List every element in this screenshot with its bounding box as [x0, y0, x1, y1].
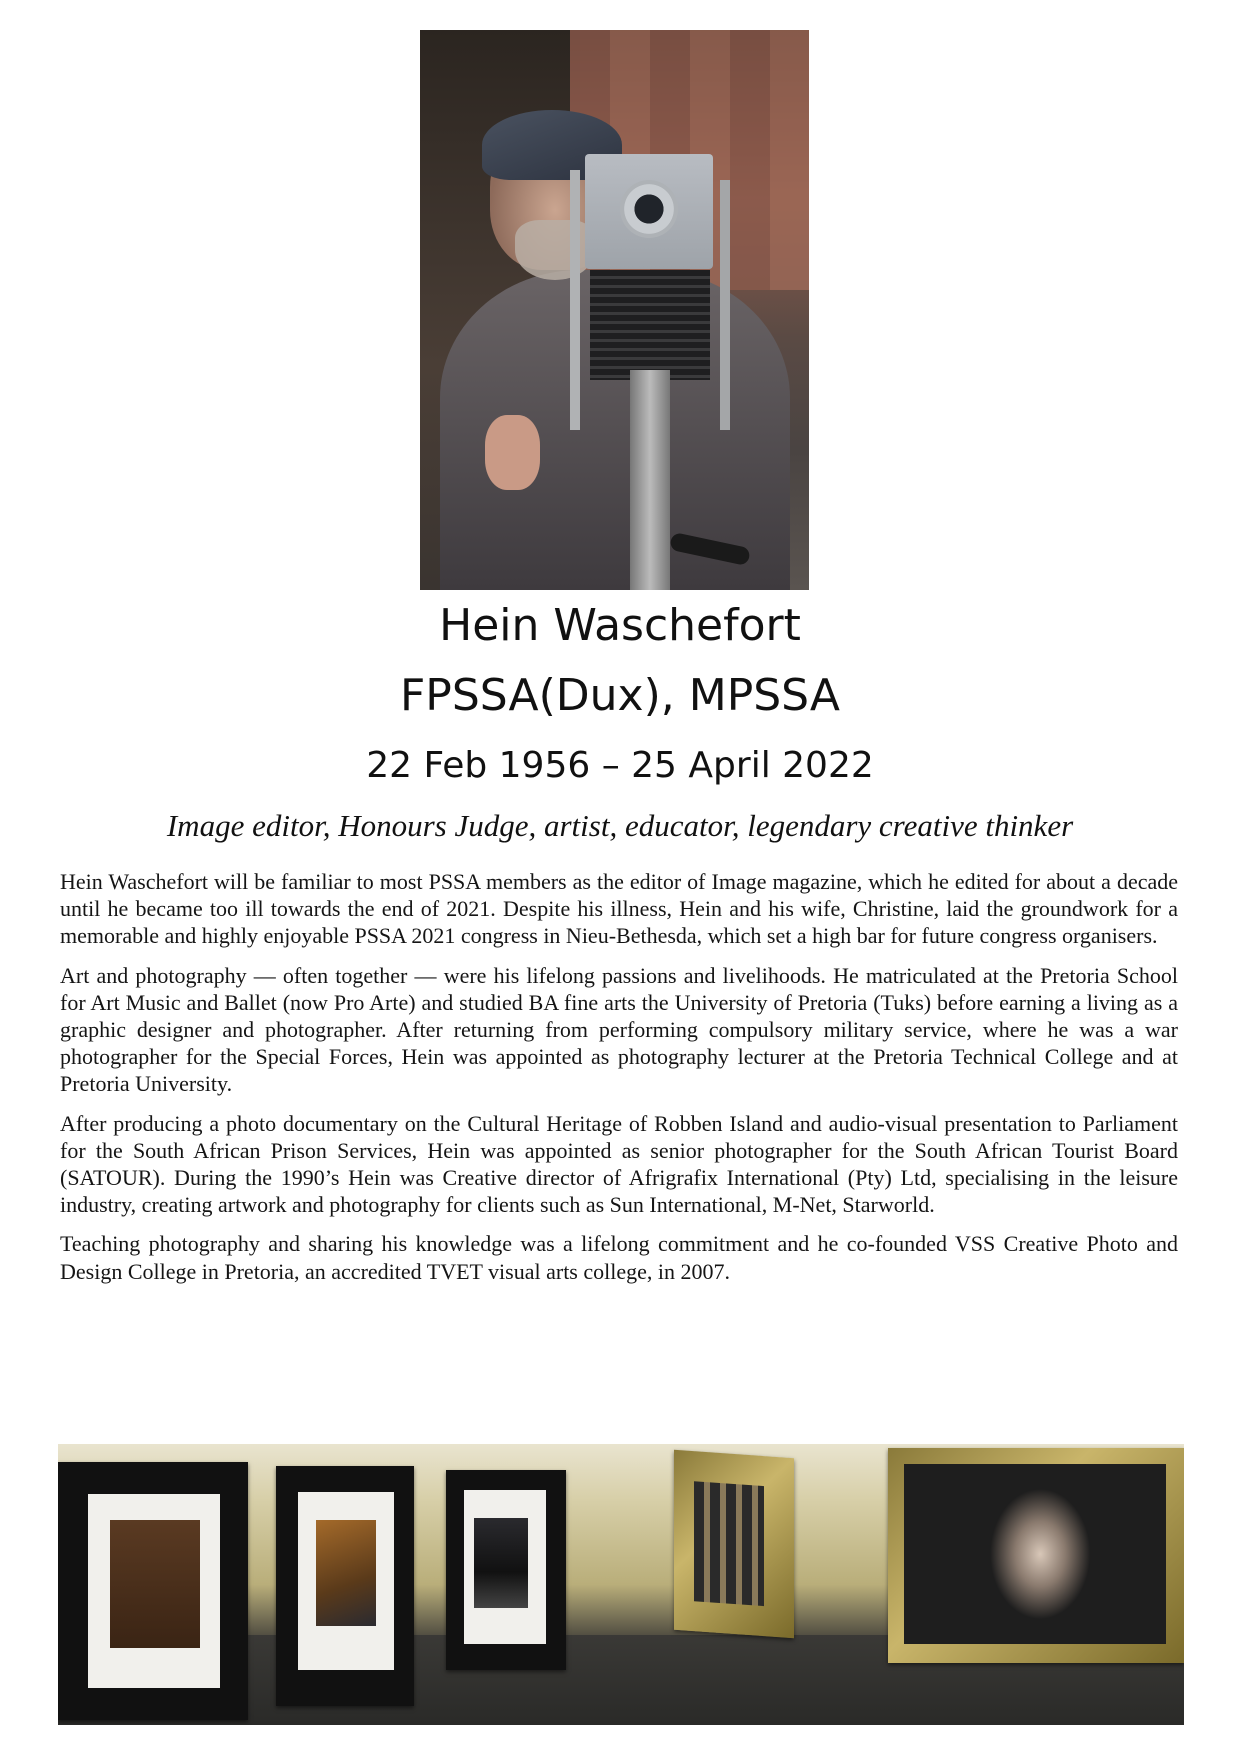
camera-tripod	[630, 370, 670, 590]
paragraph: Art and photography — often together — were his lifelong passions and livelihoods. He matriculated at the Pretoria School for Art Music and Ballet (now Pro Arte) and studied BA fine arts the University of Pretoria (Tuks) before earning a living as a graphic designer and photographer. After returning from performing compulsory military service, where he was a war photographer for the Special Forces, Hein was appointed as photography lecturer at the Pretoria Technical College and at Pretoria University.	[60, 962, 1178, 1097]
print-image	[110, 1520, 200, 1648]
paragraph: Hein Waschefort will be familiar to most PSSA members as the editor of Image magazine, which he edited for about a decade until he became too ill towards the end of 2021. Despite his illness, Hein and his wife, Christine, laid the groundwork for a memorable and highly enjoyable PSSA 2021 congress in Nieu-Bethesda, which set a high bar for future congress organisers.	[60, 869, 1178, 949]
camera-bellows	[590, 270, 710, 380]
photo-subject-beard	[515, 220, 595, 280]
framed-print	[674, 1450, 794, 1638]
tagline: Image editor, Honours Judge, artist, educator, legendary creative thinker	[166, 808, 1074, 843]
camera-rail	[570, 170, 580, 430]
article-body	[60, 868, 1178, 1297]
paragraph: Teaching photography and sharing his knowledge was a lifelong commitment and he co-founded VSS Creative Photo and Design College in Pretoria, an accredited TVET visual arts college, in 2007.	[60, 1231, 1178, 1284]
exhibition-photo	[58, 1444, 1184, 1725]
paragraph: After producing a photo documentary on the Cultural Heritage of Robben Island and audio-visual presentation to Parliament for the South African Prison Services, Hein was appointed as senior photographer for the South African Tourist Board (SATOUR). During the 1990’s Hein was Creative director of Afrigrafix International (Pty) Ltd, specialising in the leisure industry, creating artwork and photography for clients such as Sun International, M-Net, Starworld.	[60, 1110, 1178, 1218]
framed-print	[58, 1462, 248, 1720]
camera-rail	[720, 180, 730, 430]
framed-print	[446, 1470, 566, 1670]
framed-print	[888, 1448, 1184, 1663]
camera-lens	[620, 180, 678, 238]
print-image	[694, 1481, 764, 1606]
print-image	[904, 1464, 1166, 1644]
print-image	[316, 1520, 376, 1626]
print-image	[474, 1518, 528, 1608]
person-name: Hein Waschefort	[439, 600, 801, 651]
portrait-photo	[420, 30, 809, 590]
postnominals: FPSSA(Dux), MPSSA	[400, 670, 840, 721]
photo-subject-hand	[485, 415, 540, 490]
framed-print	[276, 1466, 414, 1706]
life-dates: 22 Feb 1956 – 25 April 2022	[366, 745, 874, 786]
